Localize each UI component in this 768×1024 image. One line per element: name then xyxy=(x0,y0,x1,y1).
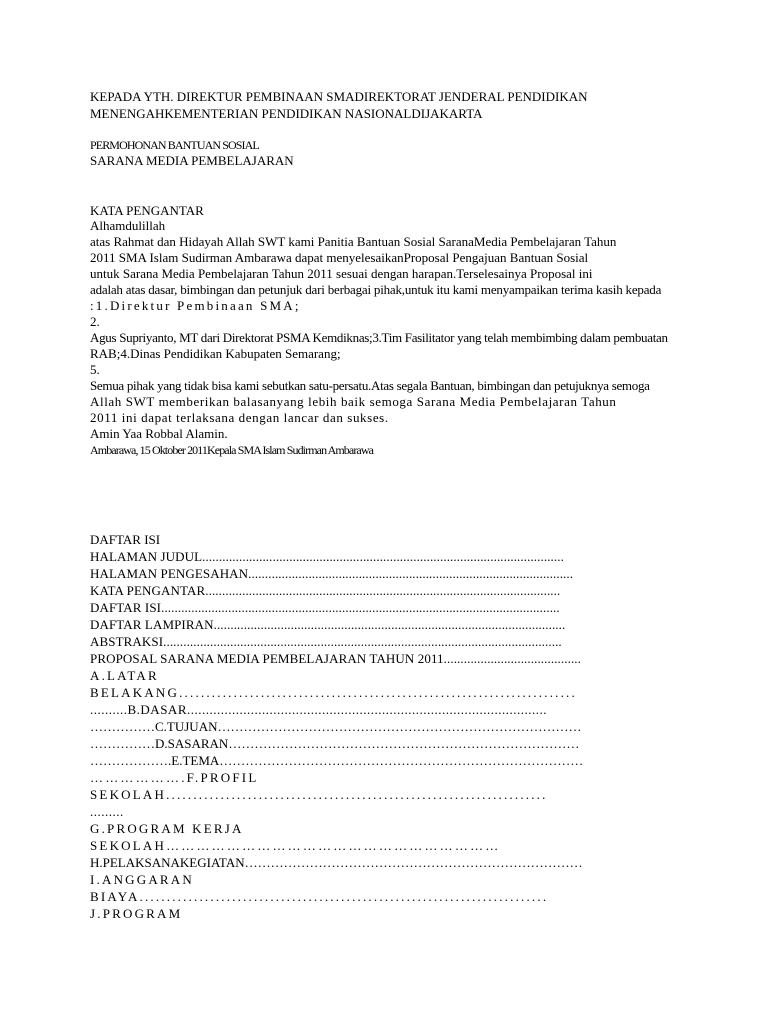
paragraph-line: RAB;4.Dinas Pendidikan Kabupaten Semarang; xyxy=(90,346,341,361)
toc-entry: SEKOLAH………………………………………………………… xyxy=(90,838,501,853)
toc-entry: ……………….F.PROFIL xyxy=(90,770,259,785)
toc-entry: G.PROGRAM KERJA xyxy=(90,821,244,836)
paragraph-line: 2011 SMA Islam Sudirman Ambarawa dapat menyelesaikanProposal Pengajuan Bantuan Sosial xyxy=(90,250,589,265)
toc-entry: ......... xyxy=(90,804,124,819)
toc-entry: BELAKANG......................................................................... xyxy=(90,685,577,700)
toc-entry: SEKOLAH...................................................................... xyxy=(90,787,548,802)
toc-entry: ..........B.DASAR................................................................................................ xyxy=(90,702,547,717)
recipient-line-2: MENENGAHKEMENTERIAN PENDIDIKAN NASIONALDIJAKARTA xyxy=(90,106,483,121)
toc-entry: DAFTAR ISI....................................................................................................................... xyxy=(90,600,560,615)
toc-entry: KATA PENGANTAR.......................................................................................................... xyxy=(90,583,561,598)
toc-entry: HALAMAN PENGESAHAN................................................................................................. xyxy=(90,566,574,581)
paragraph-line: untuk Sarana Media Pembelajaran Tahun 2011 sesuai dengan harapan.Terselesainya Proposal ini xyxy=(90,266,593,281)
toc-entry: PROPOSAL SARANA MEDIA PEMBELAJARAN TAHUN 2011......................................... xyxy=(90,651,582,666)
paragraph-line: Alhamdulillah xyxy=(90,218,166,233)
toc-entry: HALAMAN JUDUL............................................................................................................ xyxy=(90,549,564,564)
toc-entry: ABSTRAKSI....................................................................................................................... xyxy=(90,634,562,649)
subject-line-1: PERMOHONAN BANTUAN SOSIAL xyxy=(90,138,259,152)
toc-entry: BIAYA........................................................................... xyxy=(90,889,549,904)
paragraph-line: 5. xyxy=(90,362,100,377)
paragraph-line: 2. xyxy=(90,314,100,329)
toc-entry: H.PELAKSANAKEGIATAN…………………………………………………………………… xyxy=(90,855,583,870)
paragraph-line: Allah SWT memberikan balasanyang lebih baik semoga Sarana Media Pembelajaran Tahun xyxy=(90,394,617,409)
toc-entry: J.PROGRAM xyxy=(90,906,183,921)
toc-entry: ……………C.TUJUAN………………………………………………………………………… xyxy=(90,719,582,734)
paragraph-line: atas Rahmat dan Hidayah Allah SWT kami Panitia Bantuan Sosial SaranaMedia Pembelajaran Tahun xyxy=(90,234,617,249)
paragraph-line: Agus Supriyanto, MT dari Direktorat PSMA Kemdiknas;3.Tim Fasilitator yang telah membimbing dalam pembuatan xyxy=(90,330,668,345)
recipient-line-1: KEPADA YTH. DIREKTUR PEMBINAAN SMADIREKTORAT JENDERAL PENDIDIKAN xyxy=(90,89,588,104)
section-heading-kata-pengantar: KATA PENGANTAR xyxy=(90,203,204,218)
toc-entry: I.ANGGARAN xyxy=(90,872,194,887)
paragraph-line: adalah atas dasar, bimbingan dan petunjuk dari berbagai pihak,untuk itu kami menyampaikan terima kasih kepada xyxy=(90,282,662,297)
paragraph-line: Semua pihak yang tidak bisa kami sebutkan satu-persatu.Atas segala Bantuan, bimbingan dan petujuknya semoga xyxy=(90,378,650,393)
section-heading-daftar-isi: DAFTAR ISI xyxy=(90,532,161,547)
paragraph-line: :1.Direktur Pembinaan SMA; xyxy=(90,298,301,313)
toc-entry: ……………….E.TEMA………………………………………………………………………… xyxy=(90,753,584,768)
toc-entry: ……………D.SASARAN……………………………………………………………………… xyxy=(90,736,580,751)
paragraph-line: Amin Yaa Robbal Alamin. xyxy=(90,426,228,441)
toc-entry: A.LATAR xyxy=(90,668,159,683)
paragraph-line: 2011 ini dapat terlaksana dengan lancar dan sukses. xyxy=(90,410,389,425)
signature-line: Ambarawa, 15 Oktober 2011Kepala SMA Islam Sudirman Ambarawa xyxy=(90,443,374,457)
toc-entry: DAFTAR LAMPIRAN......................................................................................................... xyxy=(90,617,566,632)
subject-line-2: SARANA MEDIA PEMBELAJARAN xyxy=(90,153,294,168)
